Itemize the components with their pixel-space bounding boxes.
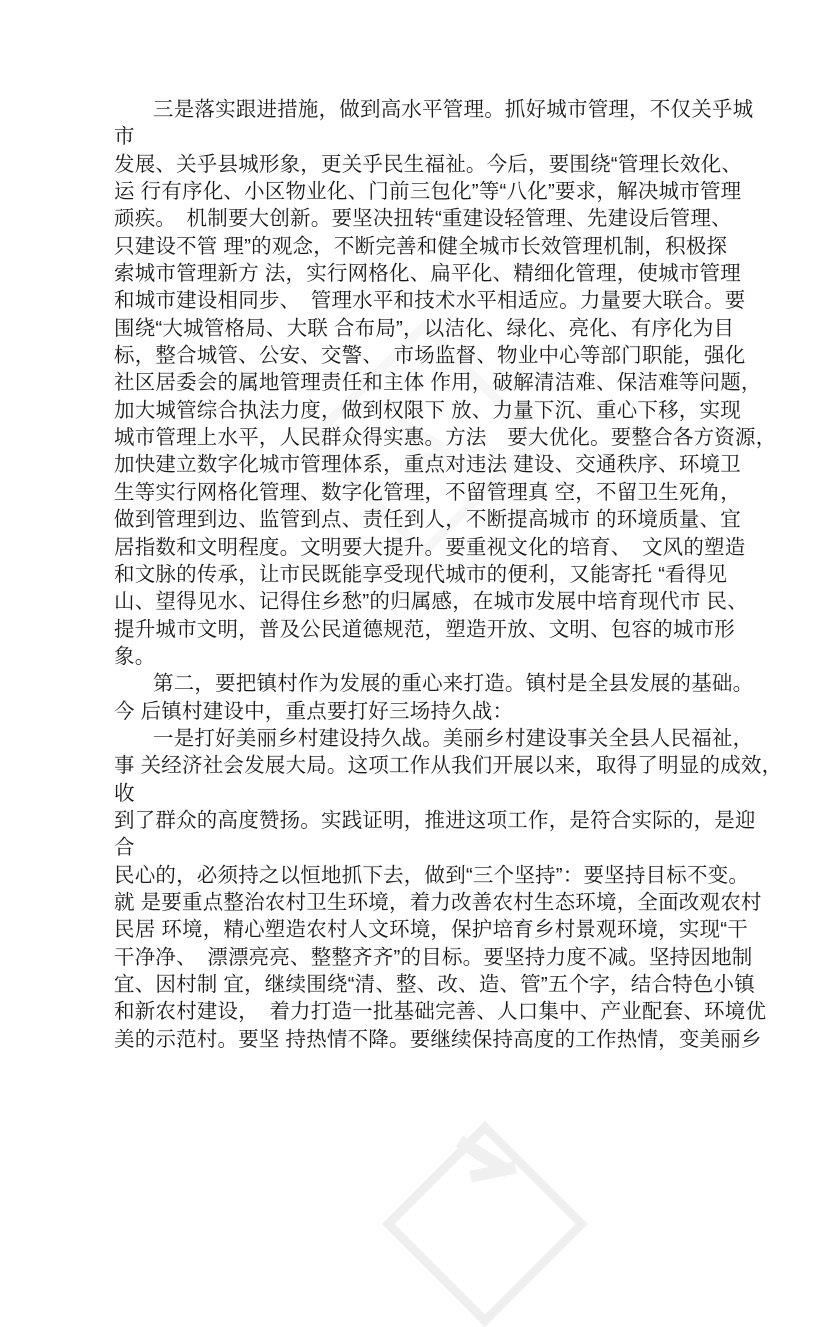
text-line: 围绕“大城管格局、大联 合布局”，以洁化、绿化、亮化、有序化为目 xyxy=(114,316,735,340)
text-line: 美的示范村。要坚 持热情不降。要继续保持高度的工作热情，变美丽乡 xyxy=(114,1027,762,1051)
text-line: 居指数和文明程度。文明要大提升。要重视文化的培育、 文风的塑造 xyxy=(114,535,746,559)
text-line: 宜、因村制 宜，继续围绕“清、整、改、造、管”五个字，结合特色小镇 xyxy=(114,973,755,996)
text-line: 事 关经济社会发展大局。这项工作从我们开展以来，取得了明显的成效， xyxy=(114,754,783,778)
text-line: 干净净、 漂漂亮亮、整整齐齐”的目标。要坚持力度不减。坚持因地制 xyxy=(114,945,753,969)
text-line: 顽疾。 机制要大创新。要坚决扭转“重建设轻管理、先建设后管理、 xyxy=(114,207,732,231)
text-line: 就 是要重点整治农村卫生环境，着力改善农村生态环境，全面改观农村 xyxy=(114,890,762,914)
text-line: 城市管理上水平，人民群众得实惠。方法 要大优化。要整合各方资源， xyxy=(114,426,777,450)
text-line: 和文脉的传承，让市民既能享受现代城市的便利，又能寄托 “看得见 xyxy=(114,562,728,586)
text-line: 发展、关乎县城形象，更关乎民生福祉。今后，要围绕“管理长效化、 xyxy=(114,152,743,176)
text-line: 第二，要把镇村作为发展的重心来打造。镇村是全县发展的基础。 xyxy=(153,672,754,696)
text-line: 民心的，必须持之以恒地抓下去，做到“三个坚持”：要坚持目标不变。 xyxy=(114,863,750,887)
text-line: 做到管理到边、监管到点、责任到人，不断提高城市 的环境质量、宜 xyxy=(114,508,741,532)
text-line: 象。 xyxy=(114,644,156,668)
text-line: 加大城管综合执法力度，做到权限下 放、力量下沉、重心下移，实现 xyxy=(114,398,741,422)
text-line: 加快建立数字化城市管理体系，重点对违法 建设、交通秩序、环境卫 xyxy=(114,453,741,477)
text-line: 三是落实跟进措施，做到高水平管理。抓好城市管理，不仅关乎城 xyxy=(153,98,754,121)
text-line: 标，整合城管、公安、交警、 市场监督、物业中心等部门职能，强化 xyxy=(114,344,746,368)
text-line: 到了群众的高度赞扬。实践证明，推进这项工作，是符合实际的，是迎 xyxy=(114,808,756,832)
text-line: 和新农村建设， 着力打造一批基础完善、人口集中、产业配套、环境优 xyxy=(114,1000,767,1024)
text-line: 社区居委会的属地管理责任和主体 作用，破解清洁难、保洁难等问题， xyxy=(114,371,762,395)
text-line: 提升城市文明，普及公民道德规范，塑造开放、文明、包容的城市形 xyxy=(114,617,735,641)
text-line: 合 xyxy=(114,836,135,860)
document-body xyxy=(114,96,783,1053)
text-line: 市 xyxy=(114,125,135,149)
text-line: 一是打好美丽乡村建设持久战。美丽乡村建设事关全县人民福祉， xyxy=(153,726,754,750)
text-line: 收 xyxy=(114,781,135,805)
text-line: 运 行有序化、小区物业化、门前三包化”等“八化”要求，解决城市管理 xyxy=(114,180,742,204)
text-line: 今 后镇村建设中，重点要打好三场持久战： xyxy=(114,699,514,723)
text-line: 只建设不管 理”的观念，不断完善和健全城市长效管理机制，积极探 xyxy=(114,234,728,258)
text-line: 生等实行网格化管理、数字化管理，不留管理真 空，不留卫生死角， xyxy=(114,480,741,504)
text-line: 索城市管理新方 法，实行网格化、扁平化、精细化管理，使城市管理 xyxy=(114,262,741,286)
text-line: 山、望得见水、记得住乡愁”的归属感，在城市发展中培育现代市 民、 xyxy=(114,590,748,614)
text-line: 民居 环境，精心塑造农村人文环境，保护培育乡村景观环境，实现“干 xyxy=(114,918,748,942)
text-line: 和城市建设相同步、 管理水平和技术水平相适应。力量要大联合。要 xyxy=(114,289,746,313)
